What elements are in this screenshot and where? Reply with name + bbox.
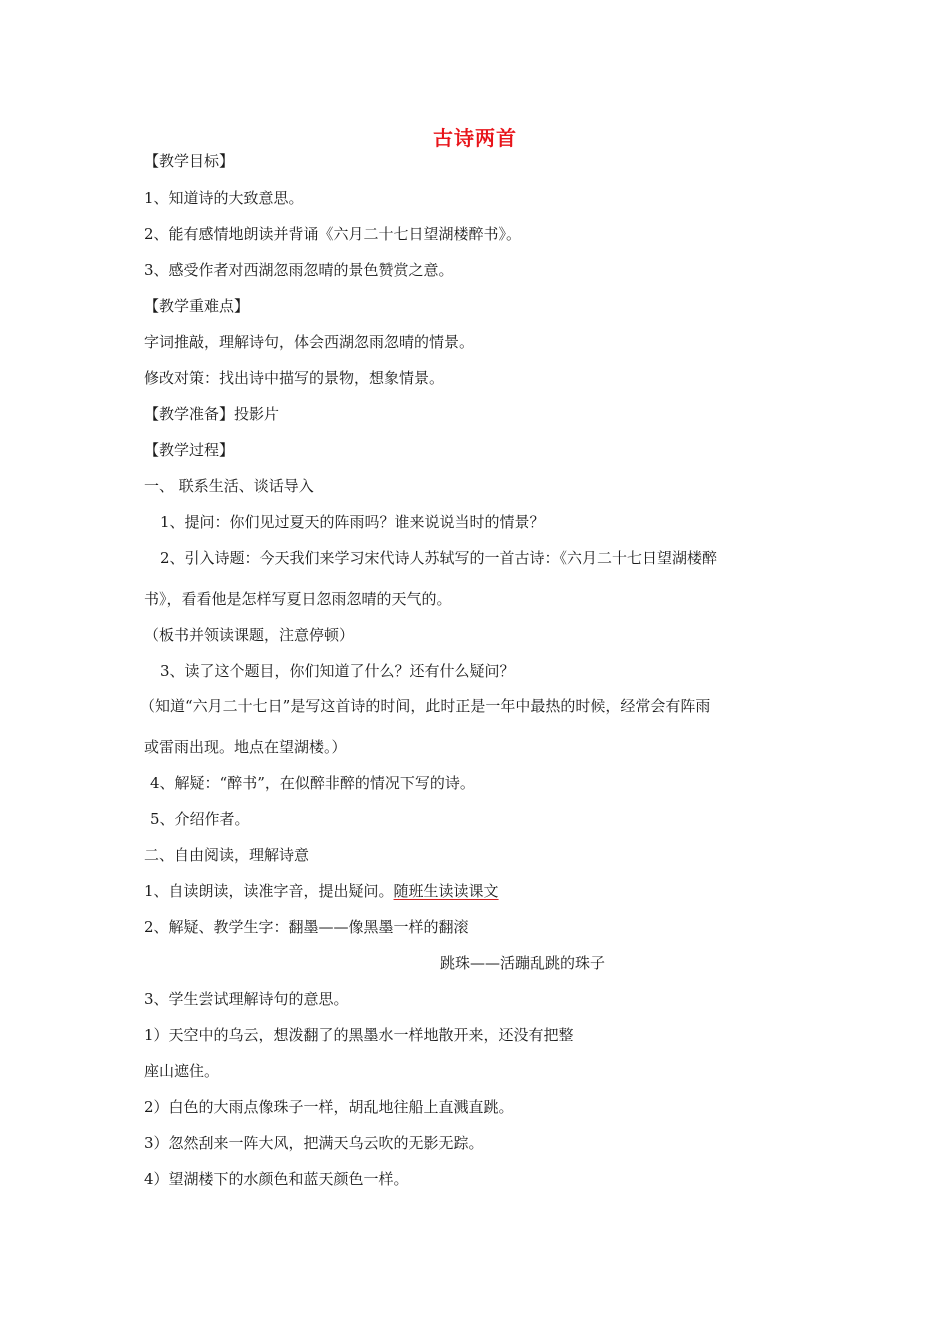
step-one-item-3-answer: （知道“六月二十七日”是写这首诗的时间，此时正是一年中最热的时候，经常会有阵雨	[140, 697, 711, 715]
blackboard-note: （板书并领读课题，注意停顿）	[144, 626, 355, 644]
step-one-item-5: 5、介绍作者。	[150, 810, 250, 828]
step-two-item-2: 2、解疑、教学生字：翻墨——像黑墨一样的翻滚	[144, 918, 469, 936]
revision-strategy: 修改对策：找出诗中描写的景物，想象情景。	[144, 369, 445, 387]
section-heading-objectives: 【教学目标】	[144, 152, 235, 170]
step-one-item-2-cont: 书》，看看他是怎样写夏日忽雨忽晴的天气的。	[144, 590, 452, 608]
step-two-item-3: 3、学生尝试理解诗句的意思。	[144, 990, 349, 1008]
key-points-text: 字词推敲，理解诗句，体会西湖忽雨忽晴的情景。	[144, 333, 475, 351]
objective-3: 3、感受作者对西湖忽雨忽晴的景色赞赏之意。	[144, 261, 454, 279]
section-heading-preparation: 【教学准备】投影片	[144, 405, 280, 423]
step-two-item-1-text: 1、自读朗读，读准字音，提出疑问。	[144, 882, 394, 900]
document-title: 古诗两首	[433, 126, 517, 150]
step-two-item-1	[144, 881, 499, 901]
objective-1: 1、知道诗的大致意思。	[144, 189, 304, 207]
step-one-item-3: 3、读了这个题目，你们知道了什么？还有什么疑问？	[160, 662, 515, 680]
step-one-item-3-answer-cont: 或雷雨出现。地点在望湖楼。）	[144, 738, 347, 756]
step-two-item-2-cont: 跳珠——活蹦乱跳的珠子	[440, 954, 606, 972]
step-one-item-2: 2、引入诗题：今天我们来学习宋代诗人苏轼写的一首古诗：《六月二十七日望湖楼醉	[160, 549, 718, 567]
objective-2: 2、能有感情地朗读并背诵《六月二十七日望湖楼醉书》。	[144, 225, 522, 243]
tracked-change-insertion: 随班生读读课文	[393, 882, 499, 900]
meaning-2: 2）白色的大雨点像珠子一样，胡乱地往船上直溅直跳。	[144, 1098, 514, 1116]
step-two-heading: 二、自由阅读，理解诗意	[144, 846, 310, 864]
section-heading-process: 【教学过程】	[144, 441, 235, 459]
meaning-1: 1）天空中的乌云，想泼翻了的黑墨水一样地散开来，还没有把整	[144, 1026, 574, 1044]
step-one-item-4: 4、解疑：“醉书”，在似醉非醉的情况下写的诗。	[150, 774, 475, 792]
section-heading-key-points: 【教学重难点】	[144, 297, 250, 315]
meaning-4: 4）望湖楼下的水颜色和蓝天颜色一样。	[144, 1170, 409, 1188]
meaning-1-cont: 座山遮住。	[144, 1062, 220, 1080]
step-one-item-1: 1、提问：你们见过夏天的阵雨吗？谁来说说当时的情景？	[160, 513, 545, 531]
meaning-3: 3）忽然刮来一阵大风，把满天乌云吹的无影无踪。	[144, 1134, 484, 1152]
step-one-heading: 一、 联系生活、谈话导入	[144, 477, 314, 495]
